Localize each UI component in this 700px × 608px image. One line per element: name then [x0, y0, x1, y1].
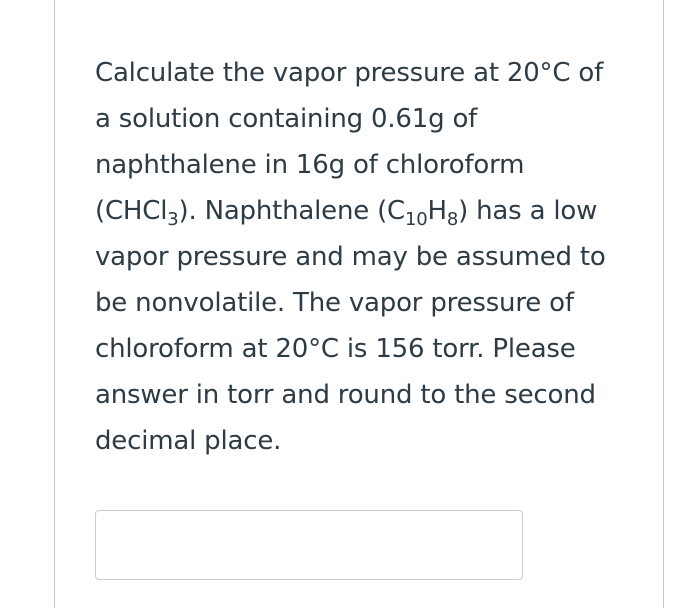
formula-text: ). Naphthalene (C	[178, 196, 405, 226]
question-line: a solution containing 0.61g of	[95, 104, 478, 134]
question-line: naphthalene in 16g of chloroform	[95, 150, 525, 180]
question-line: decimal place.	[95, 426, 282, 456]
subscript: 3	[167, 209, 179, 230]
question-line: vapor pressure and may be assumed to	[95, 242, 606, 272]
question-line: Calculate the vapor pressure at 20°C of	[95, 58, 604, 88]
formula-text: ) has a low	[458, 196, 598, 226]
question-text	[95, 50, 635, 464]
subscript: 10	[405, 209, 428, 230]
question-line: answer in torr and round to the second	[95, 380, 596, 410]
formula-text: H	[427, 196, 447, 226]
answer-input[interactable]	[95, 510, 523, 580]
formula-text: (CHCl	[95, 196, 168, 226]
subscript: 8	[446, 209, 459, 230]
question-line-formula	[95, 188, 635, 234]
question-line: chloroform at 20°C is 156 torr. Please	[95, 334, 576, 364]
question-line: be nonvolatile. The vapor pressure of	[95, 288, 574, 318]
